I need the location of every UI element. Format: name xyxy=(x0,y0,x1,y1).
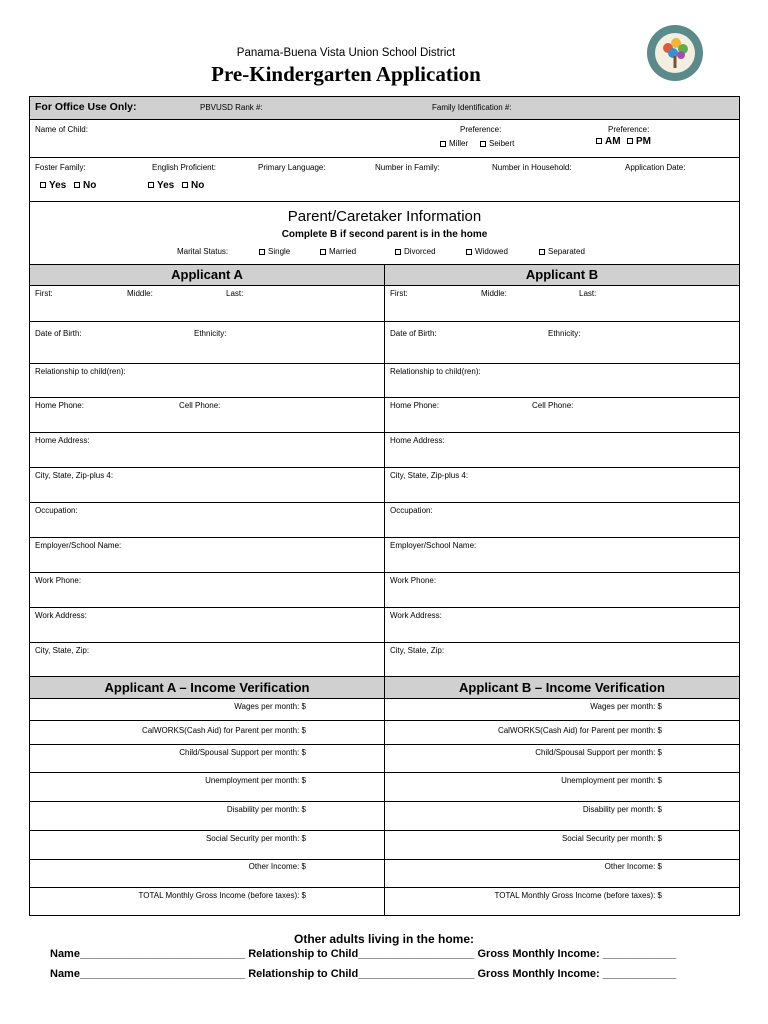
a-ethnicity-label: Ethnicity: xyxy=(194,329,227,338)
a-home-address-label: Home Address: xyxy=(35,436,90,445)
b-ethnicity-label: Ethnicity: xyxy=(548,329,581,338)
checkbox-icon[interactable] xyxy=(40,182,46,188)
a-employer-label: Employer/School Name: xyxy=(35,541,122,550)
checkbox-icon[interactable] xyxy=(627,138,633,144)
b-work-address-label: Work Address: xyxy=(390,611,442,620)
district-name: Panama-Buena Vista Union School District xyxy=(236,47,456,59)
foster-family-label: Foster Family: xyxy=(35,163,86,172)
b-wages-label: Wages per month: $ xyxy=(590,702,662,711)
pm-option[interactable]: PM xyxy=(627,136,651,147)
parent-section-subtitle: Complete B if second parent is in the home xyxy=(281,229,488,240)
english-no-option[interactable]: No xyxy=(182,180,204,191)
a-middle-label: Middle: xyxy=(127,289,153,298)
b-last-label: Last: xyxy=(579,289,597,298)
b-disability-label: Disability per month: $ xyxy=(582,805,662,814)
checkbox-icon[interactable] xyxy=(539,249,545,255)
b-employer-label: Employer/School Name: xyxy=(390,541,477,550)
a-occupation-label: Occupation: xyxy=(35,506,78,515)
marital-married-option[interactable]: Married xyxy=(320,247,356,256)
preference-label-2: Preference: xyxy=(608,125,650,134)
checkbox-icon[interactable] xyxy=(596,138,602,144)
rank-label: PBVUSD Rank #: xyxy=(200,103,263,112)
income-row xyxy=(30,860,739,888)
child-row xyxy=(30,120,739,158)
b-total-income-label: TOTAL Monthly Gross Income (before taxes): $ xyxy=(494,891,662,900)
a-dob-label: Date of Birth: xyxy=(35,329,82,338)
b-social-security-label: Social Security per month: $ xyxy=(561,834,662,843)
checkbox-icon[interactable] xyxy=(480,141,486,147)
b-home-address-label: Home Address: xyxy=(390,436,445,445)
checkbox-icon[interactable] xyxy=(259,249,265,255)
checkbox-icon[interactable] xyxy=(466,249,472,255)
a-work-address-label: Work Address: xyxy=(35,611,87,620)
child-name-label: Name of Child: xyxy=(35,125,88,134)
b-unemployment-label: Unemployment per month: $ xyxy=(561,776,662,785)
b-middle-label: Middle: xyxy=(481,289,507,298)
occupation-row xyxy=(30,503,739,538)
family-info-row xyxy=(30,158,739,202)
primary-language-label: Primary Language: xyxy=(258,163,326,172)
english-proficient-label: English Proficient: xyxy=(152,163,217,172)
checkbox-icon[interactable] xyxy=(440,141,446,147)
employer-row xyxy=(30,538,739,573)
a-relationship-label: Relationship to child(ren): xyxy=(35,367,126,376)
marital-status-label: Marital Status: xyxy=(177,247,229,256)
seibert-option[interactable]: Seibert xyxy=(480,139,514,148)
a-unemployment-label: Unemployment per month: $ xyxy=(205,776,306,785)
marital-widowed-option[interactable]: Widowed xyxy=(466,247,508,256)
number-in-family-label: Number in Family: xyxy=(375,163,440,172)
b-first-label: First: xyxy=(390,289,408,298)
home-address-row xyxy=(30,433,739,468)
b-occupation-label: Occupation: xyxy=(390,506,433,515)
b-child-support-label: Child/Spousal Support per month: $ xyxy=(535,748,662,757)
parent-section xyxy=(30,202,739,265)
number-in-household-label: Number in Household: xyxy=(492,163,572,172)
application-date-label: Application Date: xyxy=(625,163,686,172)
work-address-row xyxy=(30,608,739,643)
b-calworks-label: CalWORKS(Cash Aid) for Parent per month: $ xyxy=(497,726,662,735)
income-headers xyxy=(30,677,739,699)
relationship-row xyxy=(30,364,739,398)
checkbox-icon[interactable] xyxy=(148,182,154,188)
checkbox-icon[interactable] xyxy=(182,182,188,188)
office-use-label: For Office Use Only: xyxy=(35,101,137,113)
a-home-phone-label: Home Phone: xyxy=(35,401,84,410)
a-social-security-label: Social Security per month: $ xyxy=(205,834,306,843)
income-row xyxy=(30,721,739,745)
checkbox-icon[interactable] xyxy=(74,182,80,188)
checkbox-icon[interactable] xyxy=(320,249,326,255)
a-city-zip4-label: City, State, Zip-plus 4: xyxy=(35,471,114,480)
income-row xyxy=(30,745,739,773)
applicant-b-title: Applicant B xyxy=(525,267,599,282)
family-id-label: Family Identification #: xyxy=(432,103,512,112)
marital-separated-option[interactable]: Separated xyxy=(539,247,585,256)
am-option[interactable]: AM xyxy=(596,136,621,147)
income-row xyxy=(30,802,739,831)
income-row xyxy=(30,699,739,721)
income-total-row xyxy=(30,888,739,915)
checkbox-icon[interactable] xyxy=(395,249,401,255)
a-city-zip-label: City, State, Zip: xyxy=(35,646,90,655)
phone-row xyxy=(30,398,739,433)
a-first-label: First: xyxy=(35,289,53,298)
foster-no-option[interactable]: No xyxy=(74,180,96,191)
miller-option[interactable]: Miller xyxy=(440,139,468,148)
office-use-row xyxy=(30,97,739,120)
tree-logo-icon xyxy=(646,24,704,82)
a-child-support-label: Child/Spousal Support per month: $ xyxy=(179,748,306,757)
other-adults-line-2[interactable]: Name___________________________ Relationship to Child___________________ Gross Monthly Income: ____________ xyxy=(50,968,677,980)
other-adults-title: Other adults living in the home: xyxy=(293,932,474,946)
b-city-zip4-label: City, State, Zip-plus 4: xyxy=(390,471,469,480)
b-cell-phone-label: Cell Phone: xyxy=(532,401,574,410)
income-b-title: Applicant B – Income Verification xyxy=(459,680,665,695)
income-row xyxy=(30,831,739,860)
city-zip-row xyxy=(30,643,739,677)
applicant-headers xyxy=(30,265,739,286)
a-disability-label: Disability per month: $ xyxy=(226,805,306,814)
a-work-phone-label: Work Phone: xyxy=(35,576,82,585)
b-relationship-label: Relationship to child(ren): xyxy=(390,367,481,376)
dob-row xyxy=(30,322,739,364)
b-city-zip-label: City, State, Zip: xyxy=(390,646,445,655)
city-zip4-row xyxy=(30,468,739,503)
b-home-phone-label: Home Phone: xyxy=(390,401,439,410)
a-calworks-label: CalWORKS(Cash Aid) for Parent per month: $ xyxy=(141,726,306,735)
a-last-label: Last: xyxy=(226,289,244,298)
applicant-a-title: Applicant A xyxy=(171,267,243,282)
work-phone-row xyxy=(30,573,739,608)
b-dob-label: Date of Birth: xyxy=(390,329,437,338)
marital-divorced-option[interactable]: Divorced xyxy=(395,247,436,256)
page-title: Pre-Kindergarten Application xyxy=(211,62,481,86)
name-row xyxy=(30,286,739,322)
preference-label-1: Preference: xyxy=(460,125,502,134)
parent-section-title: Parent/Caretaker Information xyxy=(287,208,482,225)
a-wages-label: Wages per month: $ xyxy=(234,702,306,711)
a-total-income-label: TOTAL Monthly Gross Income (before taxes): $ xyxy=(138,891,306,900)
marital-single-option[interactable]: Single xyxy=(259,247,290,256)
english-yes-option[interactable]: Yes xyxy=(148,180,174,191)
foster-yes-option[interactable]: Yes xyxy=(40,180,66,191)
b-other-income-label: Other Income: $ xyxy=(604,862,662,871)
b-work-phone-label: Work Phone: xyxy=(390,576,437,585)
a-cell-phone-label: Cell Phone: xyxy=(179,401,221,410)
other-adults-line-1[interactable]: Name___________________________ Relationship to Child___________________ Gross Monthly Income: ____________ xyxy=(50,948,677,960)
application-form xyxy=(29,96,740,916)
income-row xyxy=(30,773,739,802)
a-other-income-label: Other Income: $ xyxy=(248,862,306,871)
income-a-title: Applicant A – Income Verification xyxy=(104,680,310,695)
